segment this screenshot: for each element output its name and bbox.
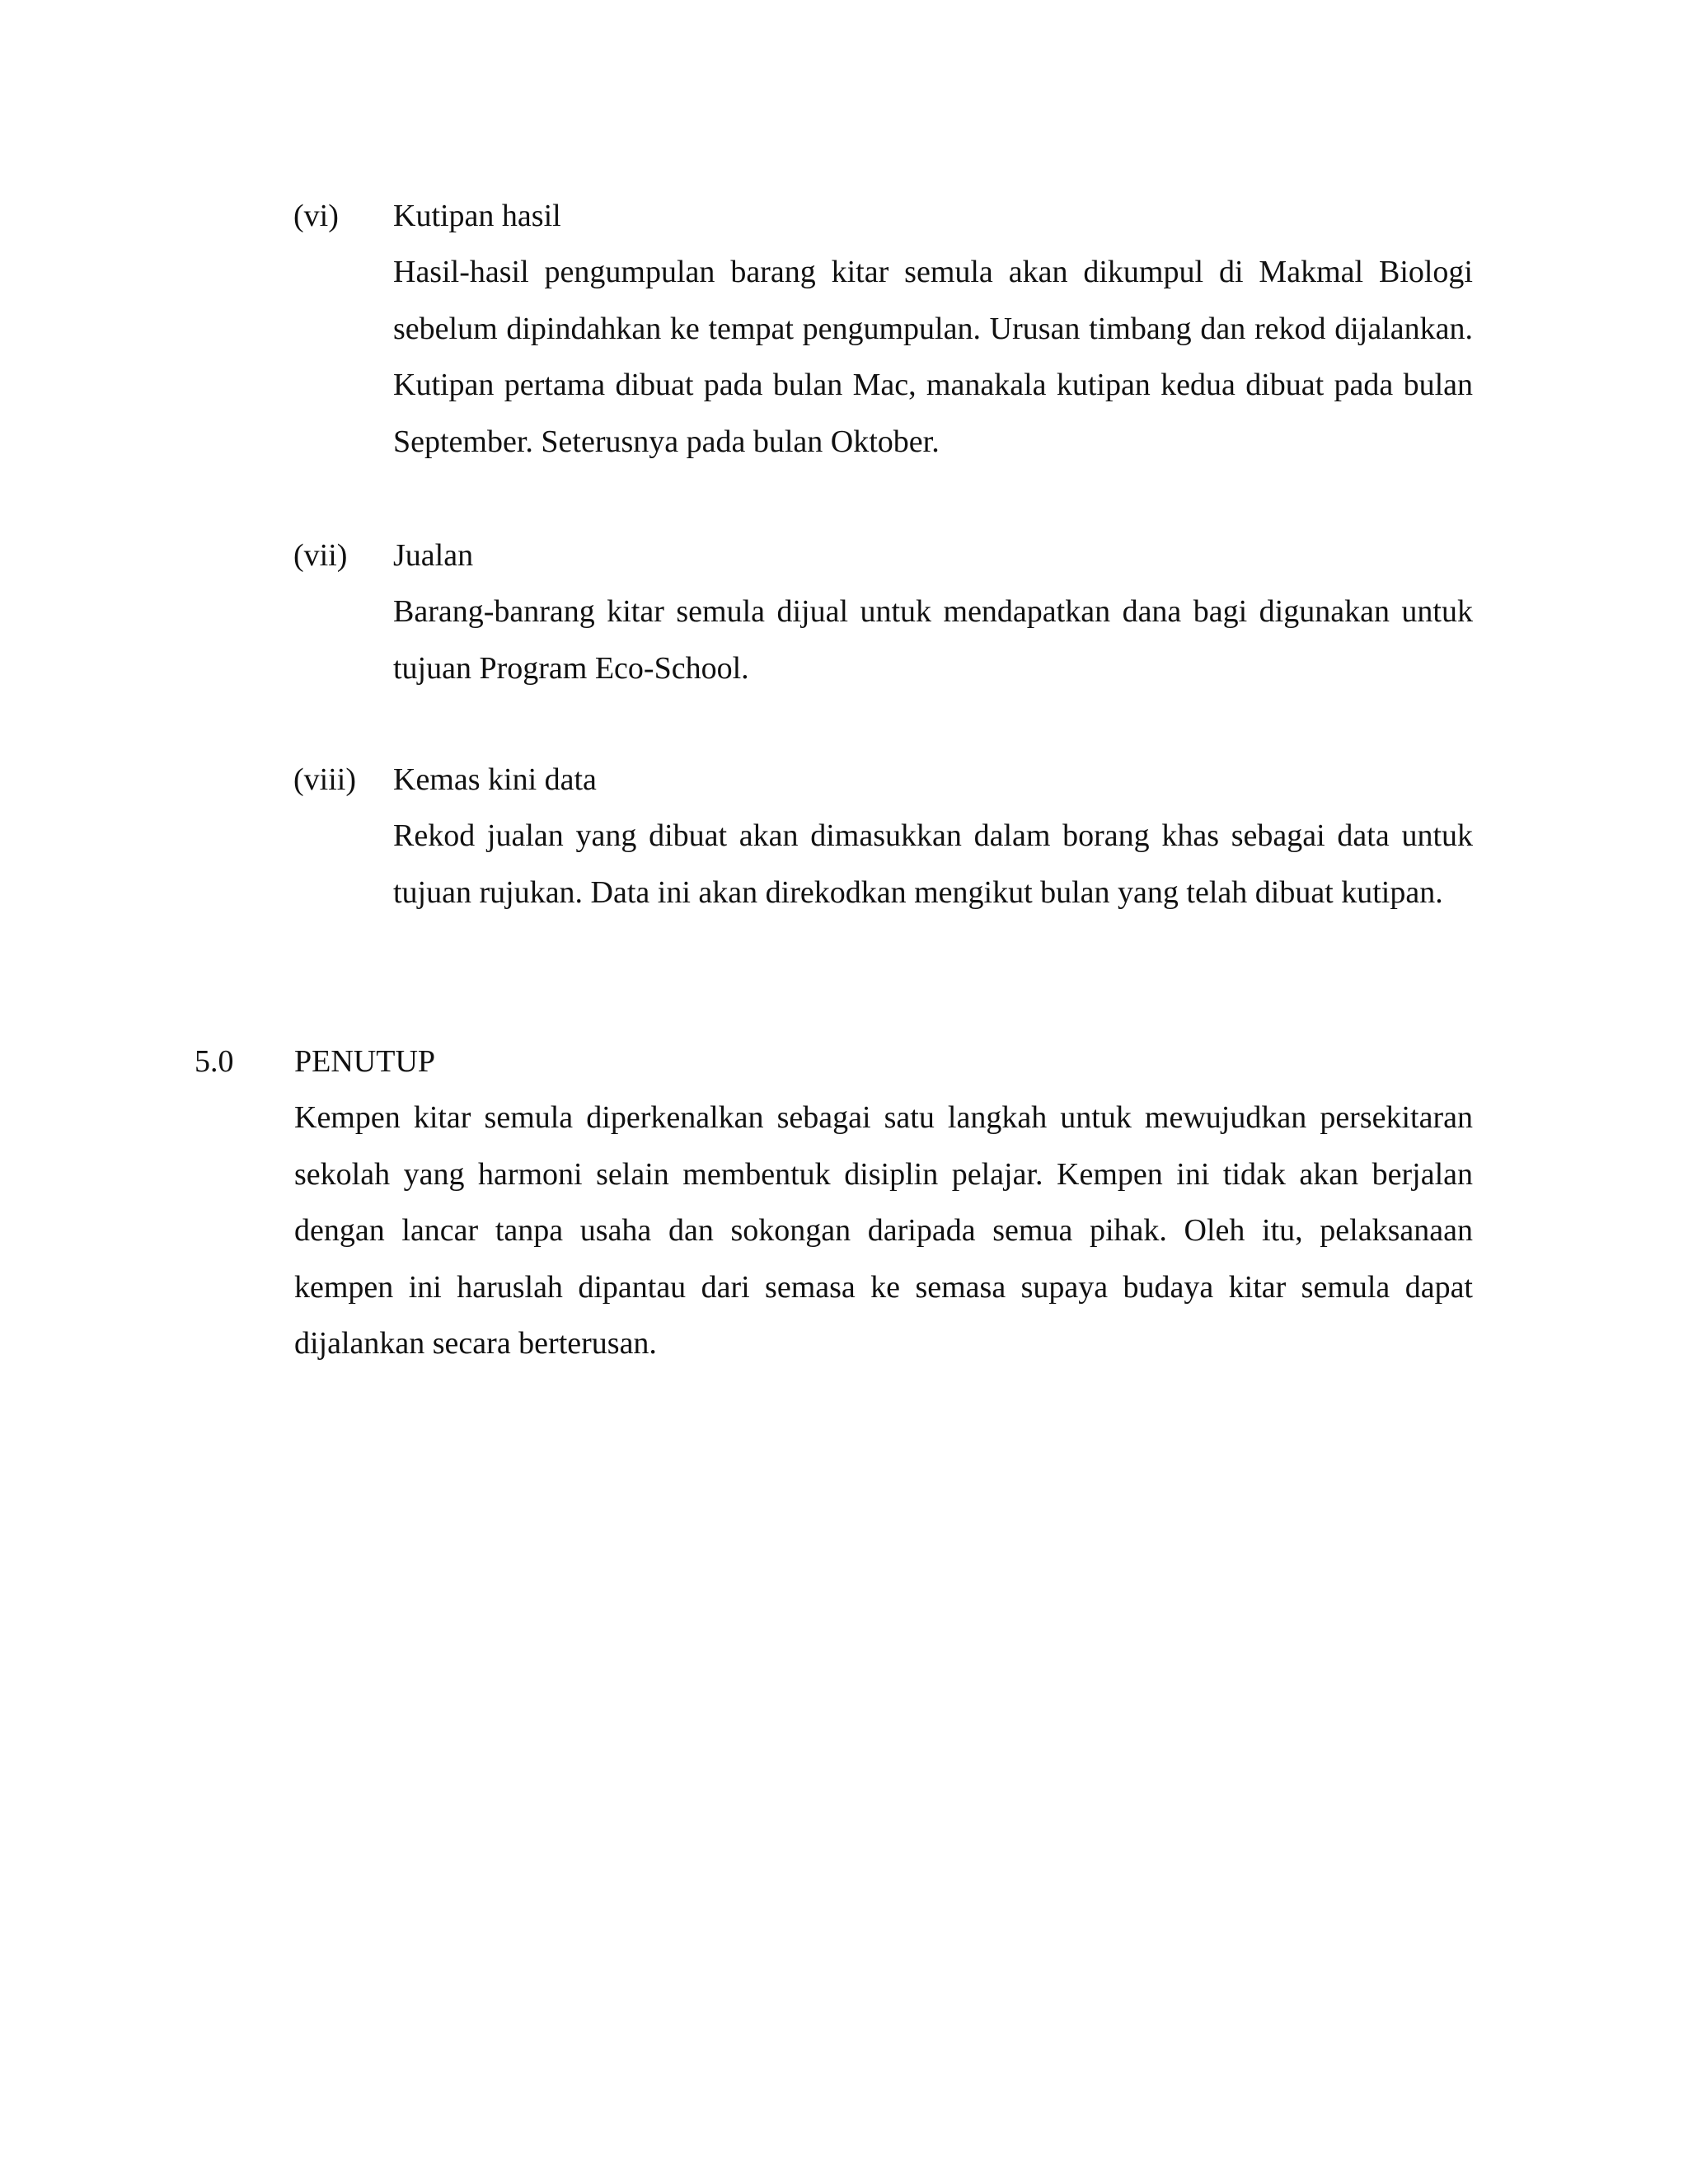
section-body: Kempen kitar semula diperkenalkan sebagai satu langkah untuk mewujudkan persekitaran sekolah yang harmoni selain membentuk disiplin pelajar. Kempen ini tidak akan berjalan dengan lancar tanpa usaha dan sokongan daripada semua pihak. Oleh itu, pelaksanaan kempen ini haruslah dipantau dari semasa ke semasa supaya budaya kitar semula dapat dijalankan secara berterusan.: [294, 1100, 1473, 1361]
section-heading: Kemas kini data: [393, 762, 597, 797]
section-number: (viii): [293, 762, 356, 797]
section-heading: PENUTUP: [294, 1044, 436, 1079]
section-body: Rekod jualan yang dibuat akan dimasukkan dalam borang khas sebagai data untuk tujuan rujukan. Data ini akan direkodkan mengikut bulan yang telah dibuat kutipan.: [393, 818, 1473, 910]
section-heading: Kutipan hasil: [393, 199, 561, 233]
section-number: (vi): [293, 199, 339, 233]
section-number: (vii): [293, 538, 348, 573]
section-body: Hasil-hasil pengumpulan barang kitar semula akan dikumpul di Makmal Biologi sebelum dipindahkan ke tempat pengumpulan. Urusan timbang dan rekod dijalankan. Kutipan pertama dibuat pada bulan Mac, manakala kutipan kedua dibuat pada bulan September. Seterusnya pada bulan Oktober.: [393, 255, 1473, 459]
section-heading: Jualan: [393, 538, 474, 573]
section-number: 5.0: [195, 1044, 234, 1079]
section-body: Barang-banrang kitar semula dijual untuk mendapatkan dana bagi digunakan untuk tujuan Program Eco-School.: [393, 594, 1473, 686]
